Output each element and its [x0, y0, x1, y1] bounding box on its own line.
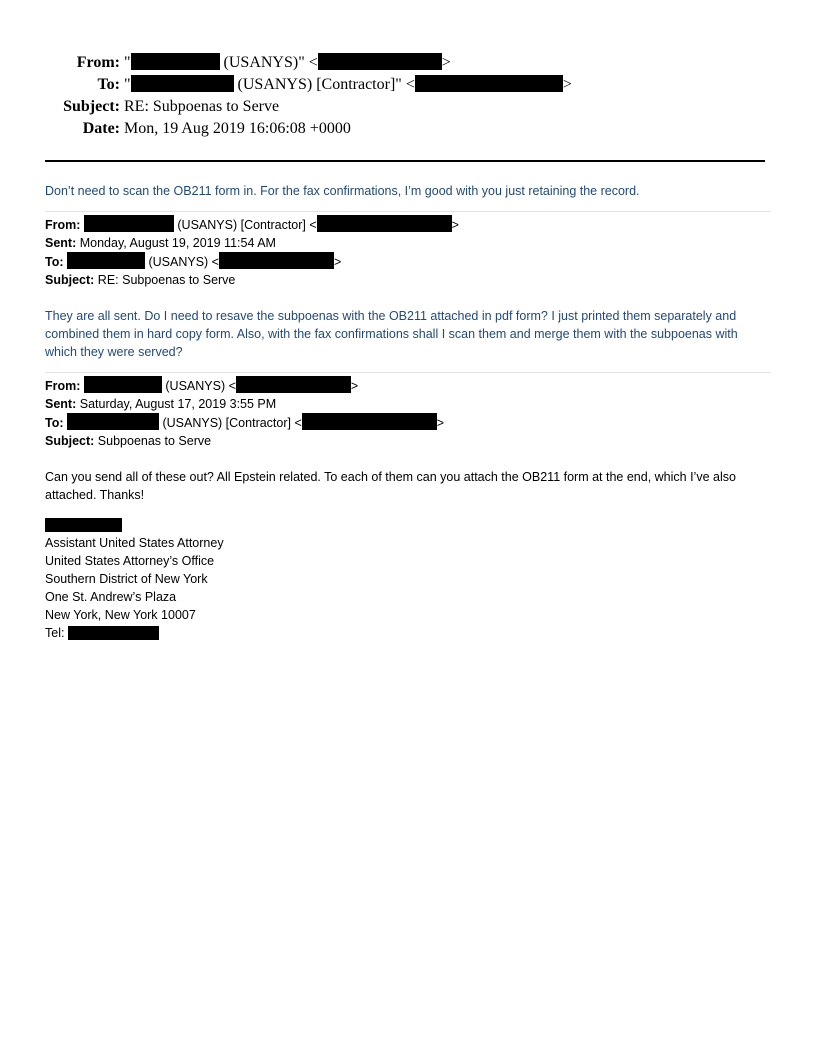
header-to-row — [0, 74, 816, 96]
message-2-to-org: (USANYS) < — [148, 255, 219, 269]
header-from-row — [0, 52, 816, 74]
header-date-label: Date: — [82, 120, 120, 137]
redaction-box — [84, 215, 174, 232]
redaction-box — [131, 75, 234, 92]
message-3-from-row — [45, 376, 771, 395]
message-3-subject-row — [45, 432, 771, 450]
signature-tel-row — [45, 624, 771, 642]
header-subject-value: RE: Subpoenas to Serve — [124, 98, 280, 115]
message-2-subject-value: RE: Subpoenas to Serve — [97, 273, 236, 287]
message-2-sent-value: Monday, August 19, 2019 11:54 AM — [79, 236, 276, 250]
signature-office: United States Attorney’s Office — [45, 554, 215, 568]
header-from-close: > — [441, 54, 451, 71]
header-to-org: (USANYS) [Contractor]" < — [237, 76, 415, 93]
redaction-box — [84, 376, 162, 393]
message-3-sent-label: Sent: — [45, 397, 77, 411]
header-date-value: Mon, 19 Aug 2019 16:06:08 +0000 — [124, 120, 351, 137]
message-3-to-org: (USANYS) [Contractor] < — [162, 416, 302, 430]
message-3-sent-value: Saturday, August 17, 2019 3:55 PM — [79, 397, 277, 411]
header-subject-row — [0, 96, 816, 118]
signature-address-city: New York, New York 10007 — [45, 608, 196, 622]
message-3-sent-row — [45, 395, 771, 413]
signature-tel-label: Tel: — [45, 626, 65, 640]
signature-title: Assistant United States Attorney — [45, 536, 224, 550]
header-to-close: > — [562, 76, 572, 93]
header-date-row — [0, 118, 816, 140]
redaction-box — [317, 215, 452, 232]
message-3-subject-label: Subject: — [45, 434, 95, 448]
header-from-label: From: — [76, 54, 120, 71]
message-divider — [45, 372, 771, 373]
redaction-box — [219, 252, 334, 269]
message-2-sent-row — [45, 234, 771, 252]
print-header — [0, 52, 816, 140]
message-3-header — [45, 376, 771, 450]
email-thread — [45, 180, 771, 642]
redaction-box — [318, 53, 442, 70]
redaction-box — [67, 413, 159, 430]
message-3-to-label: To: — [45, 416, 64, 430]
message-3-to-row — [45, 413, 771, 432]
redaction-box — [415, 75, 563, 92]
message-3-from-label: From: — [45, 379, 81, 393]
message-2-sent-label: Sent: — [45, 236, 77, 250]
header-to-label: To: — [97, 76, 120, 93]
reply-body: Don’t need to scan the OB211 form in. For the fax confirmations, I’m good with you just retaining the record. — [45, 184, 640, 198]
signature-district: Southern District of New York — [45, 572, 208, 586]
redaction-box — [236, 376, 351, 393]
message-2-to-row — [45, 252, 771, 271]
header-from-quote: " — [124, 54, 131, 71]
redaction-box — [67, 252, 145, 269]
redaction-box — [45, 518, 122, 532]
signature-address-street: One St. Andrew’s Plaza — [45, 590, 177, 604]
message-3-to-close: > — [436, 416, 445, 430]
header-from-org: (USANYS)" < — [223, 54, 318, 71]
message-2-subject-label: Subject: — [45, 273, 95, 287]
signature-name-row — [45, 516, 771, 534]
message-2-subject-row — [45, 271, 771, 289]
message-2-to-close: > — [334, 255, 342, 269]
message-2-body: They are all sent. Do I need to resave the subpoenas with the OB211 attached in pdf form? I just printed them separately and combined them in hard copy form. Also, with the fax confirmations shall I scan them and merge them with the subpoenas with which they were served? — [45, 309, 738, 359]
message-3-from-close: > — [350, 379, 359, 393]
header-to-quote: " — [124, 76, 131, 93]
signature-block — [45, 516, 771, 642]
message-2-from-close: > — [451, 218, 459, 232]
message-3-body: Can you send all of these out? All Epstein related. To each of them can you attach the OB211 form at the end, which I’ve also attached. Thanks! — [45, 470, 736, 502]
message-2-from-org: (USANYS) [Contractor] < — [177, 218, 317, 232]
message-2-to-label: To: — [45, 255, 64, 269]
redaction-box — [131, 53, 220, 70]
header-subject-label: Subject: — [63, 98, 120, 115]
message-2-header — [45, 215, 771, 289]
message-3-subject-value: Subpoenas to Serve — [97, 434, 212, 448]
header-divider — [45, 160, 765, 162]
redaction-box — [302, 413, 437, 430]
message-divider — [45, 211, 771, 212]
message-2-from-label: From: — [45, 218, 81, 232]
message-3-from-org: (USANYS) < — [165, 379, 236, 393]
redaction-box — [68, 626, 159, 640]
message-2-from-row — [45, 215, 771, 234]
